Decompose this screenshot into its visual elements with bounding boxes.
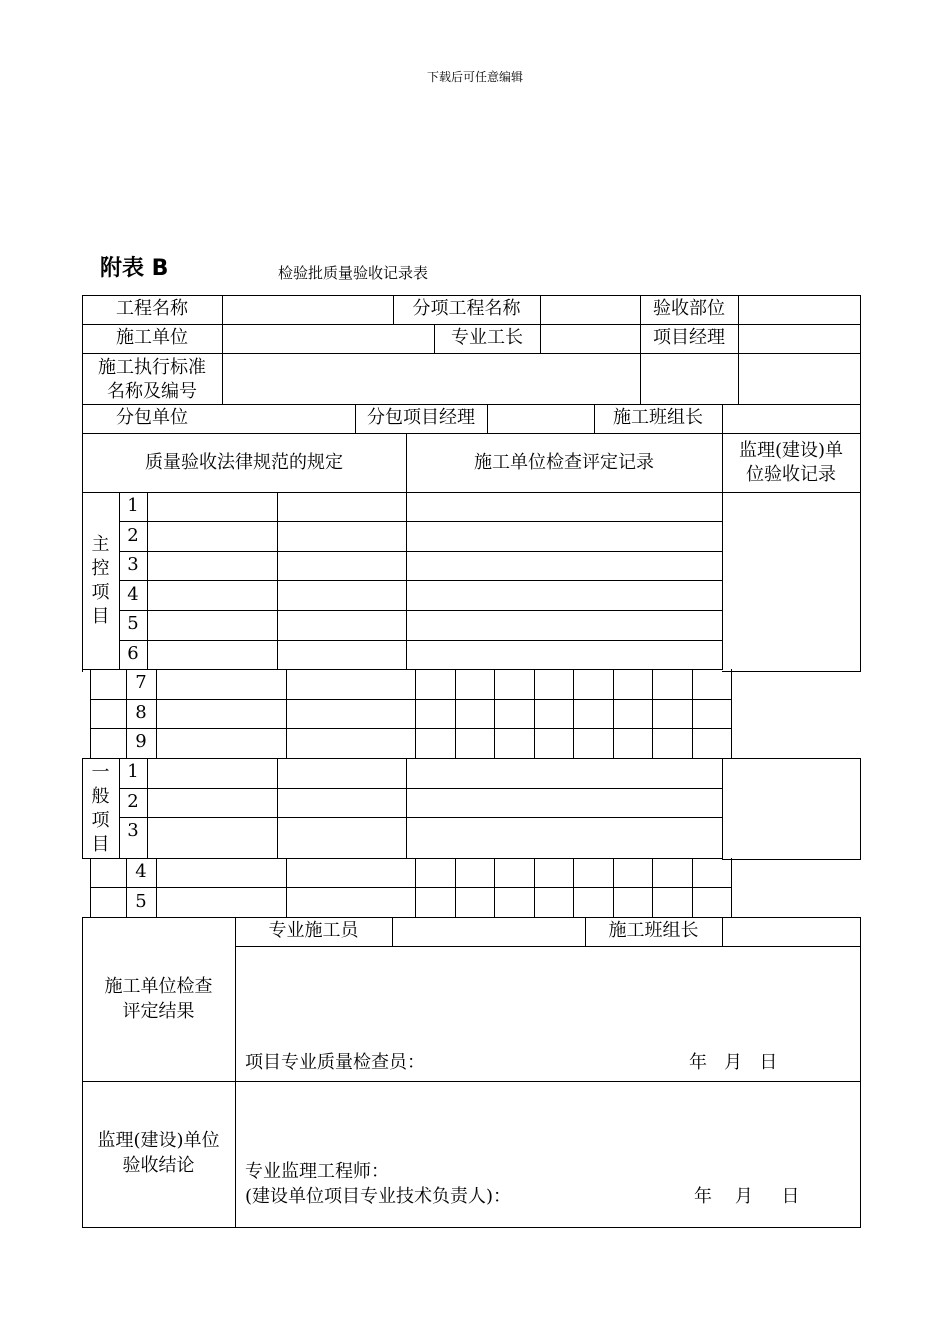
general-row-number: 2: [127, 791, 139, 812]
result-date: 年 月 日: [689, 1052, 778, 1073]
project-name-label: 工程名称: [116, 298, 188, 319]
main-row-number: 8: [135, 702, 147, 723]
main-row-number: 1: [127, 495, 139, 516]
header-note: 下载后可任意编辑: [426, 70, 523, 84]
main-row-number: 4: [127, 584, 139, 605]
supervisor-header-line1: 监理(建设)单: [738, 440, 844, 461]
conclusion-label-line2: 验收结论: [122, 1155, 195, 1176]
result-label-line1: 施工单位检查: [104, 976, 213, 997]
project-manager-label: 项目经理: [653, 327, 725, 348]
general-row-number: 3: [127, 820, 139, 841]
specialty-foreman-label: 专业工长: [451, 327, 523, 348]
conclusion-label-line1: 监理(建设)单位: [97, 1130, 220, 1151]
specialist-label: 专业施工员: [268, 920, 359, 941]
supervisor-header-line2: 位验收记录: [746, 464, 836, 485]
main-row-number: 6: [127, 643, 139, 664]
regulation-header: 质量验收法律规范的规定: [145, 452, 343, 473]
main-row-number: 2: [127, 525, 139, 546]
main-row-number: 7: [135, 672, 147, 693]
appendix-label: 附表 B: [100, 256, 169, 281]
general-row-number: 4: [135, 861, 147, 882]
acceptance-part-label: 验收部位: [653, 298, 725, 319]
contractor-record-header: 施工单位检查评定记录: [474, 452, 654, 473]
conclusion-date: 年 月 日: [694, 1186, 800, 1207]
general-row-number: 1: [127, 761, 139, 782]
result-team-leader-label: 施工班组长: [608, 920, 699, 941]
inspector-label: 项目专业质量检查员：: [245, 1052, 425, 1073]
owner-rep-label: (建设单位项目专业技术负责人)：: [245, 1186, 512, 1207]
team-leader-label: 施工班组长: [613, 407, 703, 428]
contractor-label: 施工单位: [116, 327, 188, 348]
standard-label-line1: 施工执行标准: [98, 357, 206, 378]
general-row-number: 5: [135, 891, 147, 912]
form-title: 检验批质量验收记录表: [278, 264, 429, 282]
standard-label-line2: 名称及编号: [107, 381, 197, 402]
subcontractor-label: 分包单位: [116, 407, 188, 428]
sub-project-manager-label: 分包项目经理: [367, 407, 475, 428]
main-row-number: 3: [127, 554, 139, 575]
main-row-number: 9: [135, 731, 147, 752]
main-row-number: 5: [127, 613, 139, 634]
subitem-name-label: 分项工程名称: [412, 298, 521, 319]
result-label-line2: 评定结果: [122, 1001, 195, 1022]
engineer-label: 专业监理工程师：: [245, 1161, 389, 1182]
